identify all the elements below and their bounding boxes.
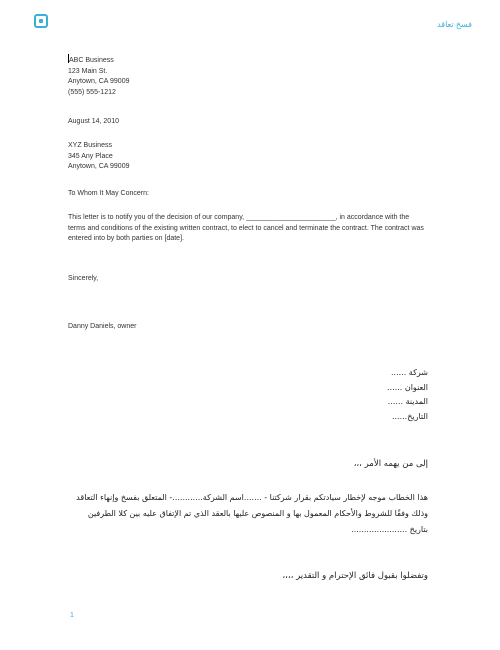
sender-line: Anytown, CA 99009 xyxy=(68,78,130,85)
sender-line: ABC Business xyxy=(68,54,428,67)
recipient-line: Anytown, CA 99009 xyxy=(68,163,130,170)
recipient-line: XYZ Business xyxy=(68,142,112,149)
page-number: 1 xyxy=(70,612,74,619)
company-logo xyxy=(28,14,54,46)
arabic-field: المدينة ...... xyxy=(387,397,428,406)
document-title: فسخ تعاقد xyxy=(437,20,472,29)
salutation: To Whom It May Concern: xyxy=(68,190,149,197)
closing: Sincerely, xyxy=(68,275,99,282)
recipient-address xyxy=(68,141,428,173)
letter-body xyxy=(68,213,428,245)
letter-date: August 14, 2010 xyxy=(68,118,119,125)
sender-address xyxy=(68,54,428,98)
recipient-line: 345 Any Place xyxy=(68,152,113,160)
sender-line: 123 Main St. xyxy=(68,67,108,75)
arabic-field: العنوان ...... xyxy=(387,382,428,392)
logo-mark-icon xyxy=(34,14,48,28)
sender-line: (555) 555-1212 xyxy=(68,88,116,96)
arabic-body: هذا الخطاب موجه لإخطار سيادتكم بقرار شركتنا - .......اسم الشركة............- المتعلق بفسخ وإنهاء التعاقد وذلك وفقًا للشروط والأحكام المعمول بها و المنصوص عليها بالعقد الذي تم الإتفاق عليه بين كلا الطرفين بتاريخ ...................... xyxy=(76,493,428,534)
arabic-greeting: إلى من يهمه الأمر ،،، xyxy=(353,459,428,469)
arabic-field: التاريخ...... xyxy=(391,411,428,421)
body-paragraph: This letter is to notify you of the decision of our company, _______________________, in accordance with the terms and conditions of the existing written contract, to elect to cancel and terminate the contract. The contract was entered into by both parties on [date]. xyxy=(68,214,424,242)
signature-line: Danny Daniels, owner xyxy=(68,323,137,330)
arabic-closing: وتفضلوا بقبول فائق الإحترام و التقدير ،،،، xyxy=(282,571,428,581)
arabic-address-fields xyxy=(387,366,428,424)
arabic-field: شركة ...... xyxy=(390,368,428,377)
